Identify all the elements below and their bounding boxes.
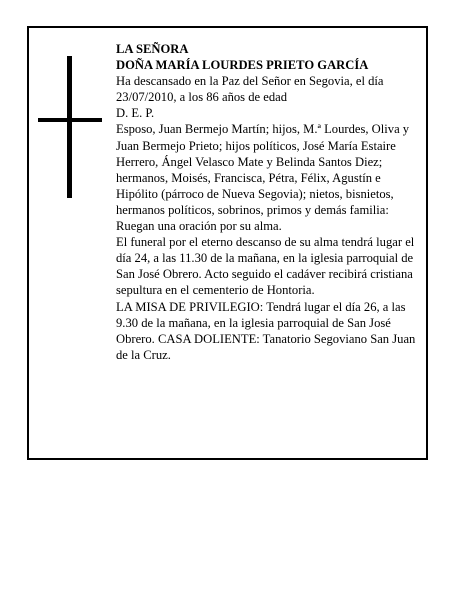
notice-text xyxy=(116,41,422,363)
death-info: Ha descansado en la Paz del Señor en Segovia, el día 23/07/2010, a los 86 años de edad xyxy=(116,74,384,105)
funeral-details: El funeral por el eterno descanso de su alma tendrá lugar el día 24, a las 11.30 de la mañana, en la iglesia parroquial de San José Obrero. Acto seguido el cadáver recibirá cristiana sepultura en el cementerio de Hontoria. xyxy=(116,235,415,298)
obituary-notice xyxy=(27,26,428,460)
mass-details: LA MISA DE PRIVILEGIO: Tendrá lugar el día 26, a las 9.30 de la mañana, en la iglesia parroquial de San José Obrero. CASA DOLIENTE: Tanatorio Segoviano San Juan de la Cruz. xyxy=(116,299,416,362)
rip-text: D. E. P. xyxy=(116,106,155,121)
prayer-request: Ruegan una oración por su alma. xyxy=(116,219,282,234)
deceased-name: DOÑA MARÍA LOURDES PRIETO GARCÍA xyxy=(116,58,369,73)
cross-horizontal-bar xyxy=(38,118,102,122)
family-list: Esposo, Juan Bermejo Martín; hijos, M.ª Lourdes, Oliva y Juan Bermejo Prieto; hijos políticos, José María Estaire Herrero, Ángel Velasco Mate y Belinda Santos Diez; hermanos, Moisés, Francisca, Pétra, Félix, Agustín e Hipólito (párroco de Nueva Segovia); nietos, bisnietos, hermanos políticos, sobrinos, primos y demás familia: xyxy=(116,122,410,217)
cross-vertical-bar xyxy=(67,56,72,198)
heading-title: LA SEÑORA xyxy=(116,42,189,56)
latin-cross-icon xyxy=(38,56,102,198)
